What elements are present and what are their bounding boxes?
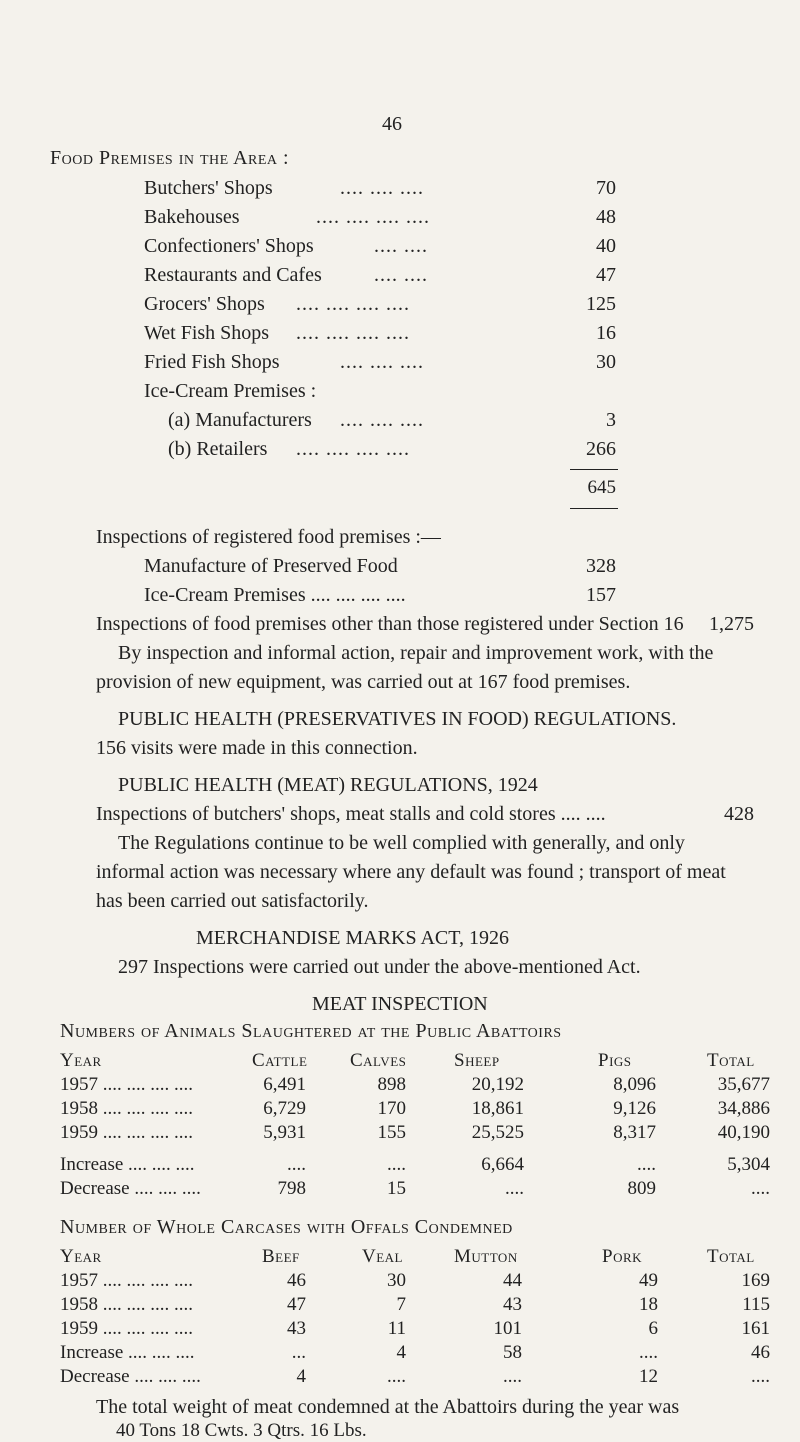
item-leaders: .... .... (374, 235, 428, 257)
cell-total: 115 (742, 1294, 770, 1315)
column-header: Veal (362, 1246, 403, 1267)
page-number: 46 (382, 113, 402, 135)
item-value: 70 (596, 177, 616, 199)
cell-total: 5,304 (727, 1154, 770, 1175)
carcases-table-title: Number of Whole Carcases with Offals Condemned (60, 1216, 513, 1238)
other-inspections-value: 1,275 (709, 613, 754, 635)
cell-pork: 6 (648, 1318, 658, 1339)
item-label: Grocers' Shops (144, 293, 265, 315)
total-weight-line: The total weight of meat condemned at the Abattoirs during the year was (96, 1396, 680, 1418)
row-year: Increase .... .... .... (60, 1154, 195, 1175)
cell-sheep: 25,525 (471, 1122, 524, 1143)
cell-pigs: 8,096 (613, 1074, 656, 1095)
meat-regs-value: 428 (724, 803, 754, 825)
meat-inspection-heading: MEAT INSPECTION (312, 993, 488, 1015)
item-value: 48 (596, 206, 616, 228)
cell-veal: 30 (387, 1270, 406, 1291)
cell-total: 169 (741, 1270, 770, 1291)
cell-calves: .... (387, 1154, 406, 1175)
item-label: Fried Fish Shops (144, 351, 280, 373)
cell-mutton: 43 (503, 1294, 522, 1315)
cell-pork: 12 (639, 1366, 658, 1387)
paragraph-line: has been carried out satisfactorily. (96, 890, 369, 912)
row-year: 1958 .... .... .... .... (60, 1294, 193, 1315)
cell-cattle: 6,491 (263, 1074, 306, 1095)
item-value: 16 (596, 322, 616, 344)
inspections-heading: Inspections of registered food premises :— (96, 526, 441, 548)
cell-sheep: 20,192 (471, 1074, 524, 1095)
column-header: Year (60, 1246, 102, 1267)
item-leaders: .... .... .... .... (296, 322, 410, 344)
item-leaders: .... .... .... (340, 351, 424, 373)
column-header: Total (707, 1050, 755, 1071)
item-leaders: .... .... .... .... (296, 293, 410, 315)
item-label: Confectioners' Shops (144, 235, 314, 257)
total-weight-line: 40 Tons 18 Cwts. 3 Qtrs. 16 Lbs. (116, 1420, 367, 1441)
column-header: Pigs (598, 1050, 632, 1071)
cell-veal: 11 (387, 1318, 406, 1339)
cell-pigs: 809 (627, 1178, 656, 1199)
food-premises-heading: Food Premises in the Area : (50, 147, 290, 169)
row-year: Increase .... .... .... (60, 1342, 195, 1363)
column-header: Pork (602, 1246, 643, 1267)
cell-sheep: 18,861 (471, 1098, 524, 1119)
cell-sheep: .... (505, 1178, 524, 1199)
row-year: 1958 .... .... .... .... (60, 1098, 193, 1119)
cell-pork: .... (639, 1342, 658, 1363)
paragraph-line: By inspection and informal action, repair and improvement work, with the (118, 642, 714, 664)
item-value: 125 (586, 293, 616, 315)
cell-pigs: 8,317 (613, 1122, 656, 1143)
column-header: Total (707, 1246, 755, 1267)
item-value: 30 (596, 351, 616, 373)
cell-mutton: 101 (493, 1318, 522, 1339)
cell-pork: 18 (639, 1294, 658, 1315)
cell-cattle: 6,729 (263, 1098, 306, 1119)
cell-calves: 170 (377, 1098, 406, 1119)
row-year: 1957 .... .... .... .... (60, 1074, 193, 1095)
cell-pork: 49 (639, 1270, 658, 1291)
cell-beef: 46 (287, 1270, 306, 1291)
preservatives-heading: PUBLIC HEALTH (PRESERVATIVES IN FOOD) REGULATIONS. (118, 708, 677, 730)
column-header: Year (60, 1050, 102, 1071)
cell-pigs: 9,126 (613, 1098, 656, 1119)
cell-pigs: .... (637, 1154, 656, 1175)
total-rule-top (570, 469, 618, 470)
cell-mutton: 44 (503, 1270, 522, 1291)
cell-cattle: 798 (277, 1178, 306, 1199)
cell-calves: 15 (387, 1178, 406, 1199)
merchandise-heading: MERCHANDISE MARKS ACT, 1926 (196, 927, 509, 949)
cell-veal: .... (387, 1366, 406, 1387)
item-label: (b) Retailers (168, 438, 268, 460)
item-value: 47 (596, 264, 616, 286)
item-leaders: .... .... .... .... (296, 438, 410, 460)
paragraph-line: informal action was necessary where any default was found ; transport of meat (96, 861, 726, 883)
column-header: Cattle (252, 1050, 308, 1071)
total-rule-bottom (570, 508, 618, 509)
cell-beef: ... (291, 1342, 306, 1363)
cell-mutton: 58 (503, 1342, 522, 1363)
cell-calves: 898 (377, 1074, 406, 1095)
cell-mutton: .... (503, 1366, 522, 1387)
item-label: Butchers' Shops (144, 177, 273, 199)
cell-cattle: 5,931 (263, 1122, 306, 1143)
column-header: Mutton (454, 1246, 518, 1267)
cell-sheep: 6,664 (481, 1154, 524, 1175)
cell-cattle: .... (287, 1154, 306, 1175)
item-label: Bakehouses (144, 206, 240, 228)
cell-veal: 7 (396, 1294, 406, 1315)
inspection-item-value: 328 (586, 555, 616, 577)
cell-beef: 47 (287, 1294, 306, 1315)
item-label: (a) Manufacturers (168, 409, 312, 431)
cell-total: 46 (751, 1342, 770, 1363)
other-inspections-line: Inspections of food premises other than those registered under Section 16 (96, 613, 684, 635)
cell-total: .... (751, 1178, 770, 1199)
paragraph-line: The Regulations continue to be well complied with generally, and only (118, 832, 685, 854)
item-leaders: .... .... .... (340, 177, 424, 199)
cell-beef: 43 (287, 1318, 306, 1339)
cell-total: 161 (741, 1318, 770, 1339)
column-header: Sheep (454, 1050, 500, 1071)
row-year: Decrease .... .... .... (60, 1366, 201, 1387)
row-year: Decrease .... .... .... (60, 1178, 201, 1199)
cell-calves: 155 (377, 1122, 406, 1143)
merchandise-text: 297 Inspections were carried out under the above-mentioned Act. (118, 956, 641, 978)
column-header: Calves (350, 1050, 407, 1071)
item-label: Wet Fish Shops (144, 322, 270, 344)
cell-total: .... (751, 1366, 770, 1387)
paragraph-line: provision of new equipment, was carried out at 167 food premises. (96, 671, 631, 693)
inspection-item-label: Ice-Cream Premises .... .... .... .... (144, 584, 406, 606)
item-value: 266 (586, 438, 616, 460)
cell-total: 40,190 (717, 1122, 770, 1143)
item-leaders: .... .... (374, 264, 428, 286)
item-leaders: .... .... .... .... (316, 206, 430, 228)
cell-beef: 4 (296, 1366, 306, 1387)
preservatives-text: 156 visits were made in this connection. (96, 737, 418, 759)
column-header: Beef (262, 1246, 300, 1267)
item-value: 40 (596, 235, 616, 257)
cell-veal: 4 (396, 1342, 406, 1363)
row-year: 1957 .... .... .... .... (60, 1270, 193, 1291)
food-premises-total: 645 (587, 477, 616, 498)
item-leaders: .... .... .... (340, 409, 424, 431)
cell-total: 34,886 (717, 1098, 770, 1119)
row-year: 1959 .... .... .... .... (60, 1122, 193, 1143)
row-year: 1959 .... .... .... .... (60, 1318, 193, 1339)
item-label: Restaurants and Cafes (144, 264, 322, 286)
meat-regs-heading: PUBLIC HEALTH (MEAT) REGULATIONS, 1924 (118, 774, 538, 796)
cell-total: 35,677 (717, 1074, 770, 1095)
inspection-item-label: Manufacture of Preserved Food (144, 555, 398, 577)
inspection-item-value: 157 (586, 584, 616, 606)
item-label: Ice-Cream Premises : (144, 380, 317, 402)
item-value: 3 (606, 409, 616, 431)
animals-table-title: Numbers of Animals Slaughtered at the Public Abattoirs (60, 1020, 562, 1042)
meat-regs-line: Inspections of butchers' shops, meat stalls and cold stores .... .... (96, 803, 606, 825)
